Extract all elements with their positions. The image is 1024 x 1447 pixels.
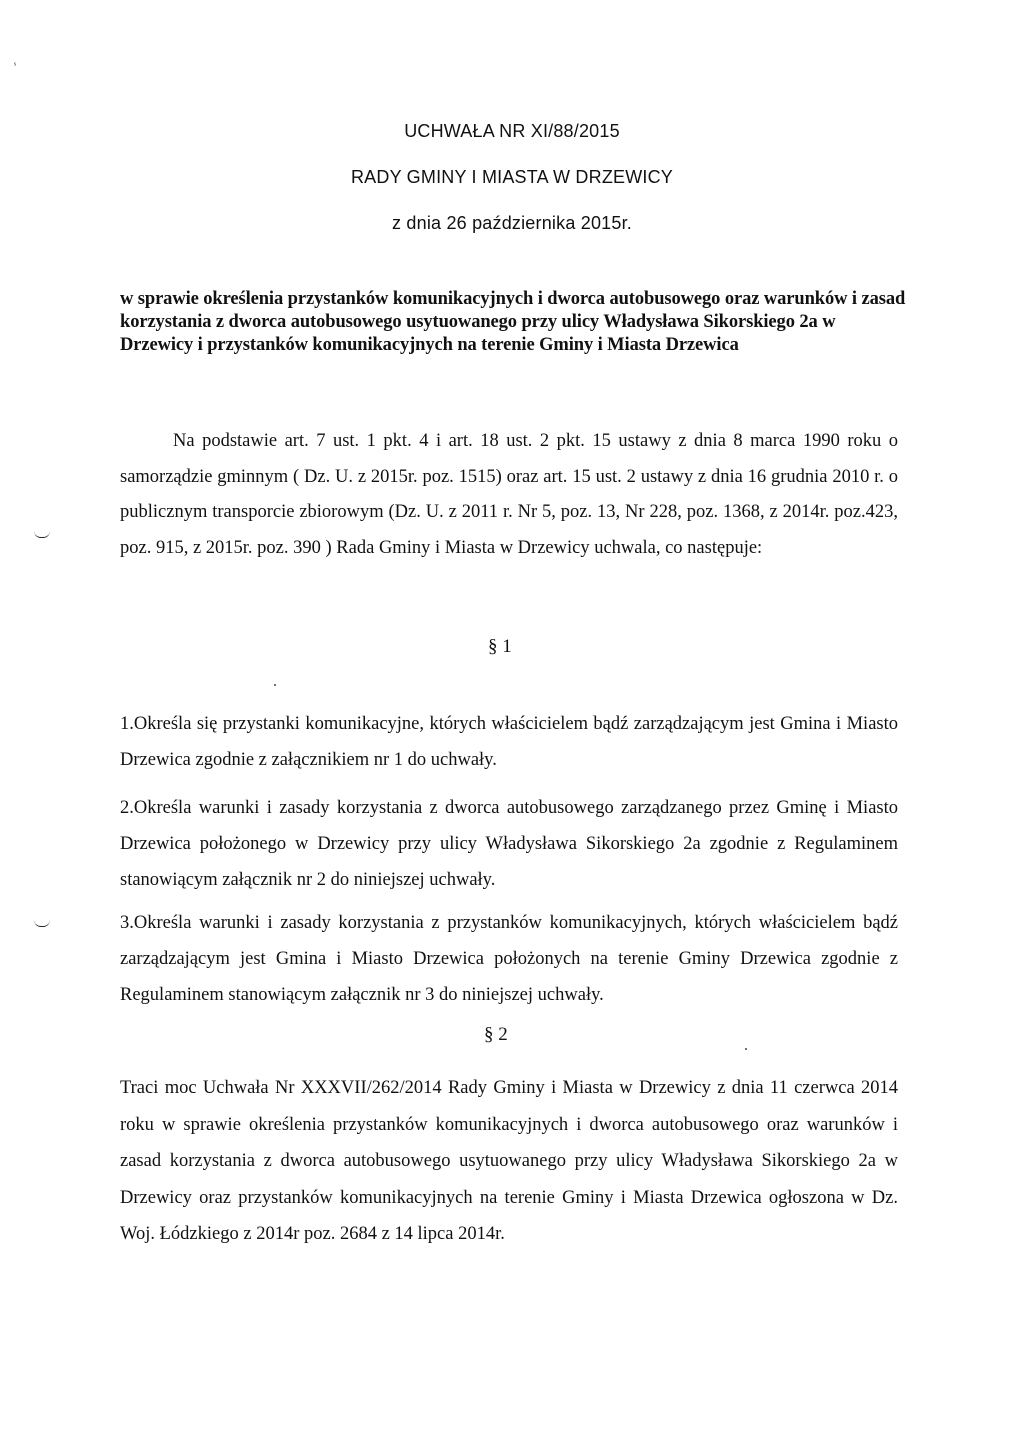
council-name: RADY GMINY I MIASTA W DRZEWICY	[350, 167, 674, 187]
punch-hole-mark	[34, 920, 50, 927]
resolution-subject: w sprawie określenia przystanków komunikacyjnych i dworca autobusowego oraz warunków i zasad korzystania z dworca autobusowego usytuowanego przy ulicy Władysława Sikorskiego 2a w Drzewicy i przystanków komunikacyjnych na terenie Gminy i Miasta Drzewica	[120, 289, 906, 355]
scan-artifact-mark: ˢ	[14, 60, 17, 71]
section-2-heading: § 2	[484, 1024, 508, 1045]
section-1-heading: § 1	[488, 636, 512, 657]
section-1-point-2: 2.Określa warunki i zasady korzystania z dworca autobusowego zarządzanego przez Gminę i Miasto Drzewica położonego w Drzewicy przy ulicy Władysława Sikorskiego 2a zgodnie z Regulaminem stanowiącym załącznik nr 2 do niniejszej uchwały.	[120, 798, 898, 890]
scan-speck	[745, 1048, 747, 1050]
section-1-point-3: 3.Określa warunki i zasady korzystania z przystanków komunikacyjnych, których właścicielem bądź zarządzającym jest Gmina i Miasto Drzewica położonych na terenie Gminy Drzewica zgodnie z Regulaminem stanowiącym załącznik nr 3 do niniejszej uchwały.	[120, 913, 898, 1005]
resolution-title: UCHWAŁA NR XI/88/2015	[404, 121, 620, 141]
section-2-repeal-paragraph: Traci moc Uchwała Nr XXXVII/262/2014 Rady Gminy i Miasta w Drzewicy z dnia 11 czerwca 2014 roku w sprawie określenia przystanków komunikacyjnych i dworca autobusowego oraz warunków i zasad korzystania z dworca autobusowego usytuowanego przy ulicy Władysława Sikorskiego 2a w Drzewicy oraz przystanków komunikacyjnych na terenie Gminy i Miasta Drzewica ogłoszona w Dz. Woj. Łódzkiego z 2014r poz. 2684 z 14 lipca 2014r.	[120, 1078, 898, 1244]
scan-speck	[274, 684, 276, 686]
legal-basis-paragraph: Na podstawie art. 7 ust. 1 pkt. 4 i art. 18 ust. 2 pkt. 15 ustawy z dnia 8 marca 1990 roku o samorządzie gminnym ( Dz. U. z 2015r. poz. 1515) oraz art. 15 ust. 2 ustawy z dnia 16 grudnia 2010 r. o publicznym transporcie zbiorowym (Dz. U. z 2011 r. Nr 5, poz. 13, Nr 228, poz. 1368, z 2014r. poz.423, poz. 915, z 2015r. poz. 390 ) Rada Gminy i Miasta w Drzewicy uchwala, co następuje:	[120, 431, 898, 558]
resolution-date: z dnia 26 października 2015r.	[392, 213, 632, 233]
punch-hole-mark	[34, 531, 50, 538]
section-1-point-1: 1.Określa się przystanki komunikacyjne, których właścicielem bądź zarządzającym jest Gmina i Miasto Drzewica zgodnie z załącznikiem nr 1 do uchwały.	[120, 714, 898, 770]
